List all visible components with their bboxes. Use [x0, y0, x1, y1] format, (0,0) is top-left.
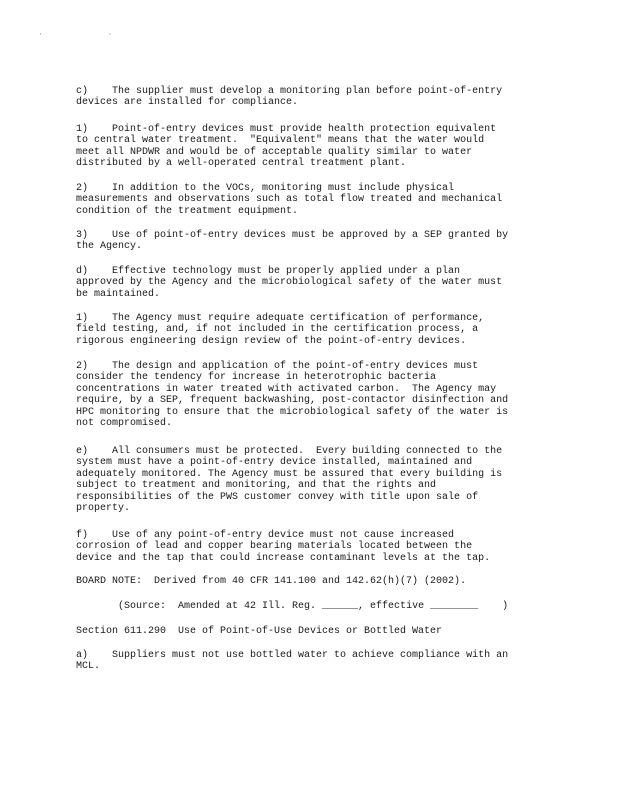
paragraph-c: c) The supplier must develop a monitoring plan before point-of-entry devices are installed for compliance. — [76, 86, 503, 109]
paragraph-e: e) All consumers must be protected. Every building connected to the system must have a point-of-entry device installed, maintained and adequately monitored. The Agency must be assured that every building is subject to treatment and monitoring, and that the rights and responsibilities of the PWS customer convey with title upon sale of property. — [76, 446, 503, 515]
source-line: (Source: Amended at 42 Ill. Reg. ______, effective ________ ) — [76, 601, 509, 612]
scan-specks: · · — [38, 30, 143, 39]
paragraph-c3: 3) Use of point-of-entry devices must be approved by a SEP granted by the Agency. — [76, 230, 509, 253]
paragraph-c1: 1) Point-of-entry devices must provide health protection equivalent to central water treatment. "Equivalent" means that the water would meet all NPDWR and would be of acceptable quality similar to water distributed by a well-operated central treatment plant. — [76, 124, 497, 170]
board-note: BOARD NOTE: Derived from 40 CFR 141.100 and 142.62(h)(7) (2002). — [76, 576, 467, 587]
paragraph-a: a) Suppliers must not use bottled water to achieve compliance with an MCL. — [76, 650, 509, 673]
paragraph-d: d) Effective technology must be properly applied under a plan approved by the Agency and the microbiological safety of the water must be maintained. — [76, 266, 503, 300]
paragraph-d1: 1) The Agency must require adequate certification of performance, field testing, and, if not included in the certification process, a rigorous engineering design review of the point-of-entry devices. — [76, 313, 485, 347]
paragraph-c2: 2) In addition to the VOCs, monitoring must include physical measurements and observations such as total flow treated and mechanical condition of the treatment equipment. — [76, 183, 503, 217]
paragraph-d2: 2) The design and application of the point-of-entry devices must consider the tendency for increase in heterotrophic bacteria concentrations in water treated with activated carbon. The Agency may require, by a SEP, frequent backwashing, post-contactor disinfection and HPC monitoring to ensure that the microbiological safety of the water is not compromised. — [76, 361, 509, 430]
paragraph-f: f) Use of any point-of-entry device must not cause increased corrosion of lead and copper bearing materials located between the device and the tap that could increase contaminant levels at the tap. — [76, 530, 491, 564]
section-heading: Section 611.290 Use of Point-of-Use Devices or Bottled Water — [76, 626, 443, 637]
